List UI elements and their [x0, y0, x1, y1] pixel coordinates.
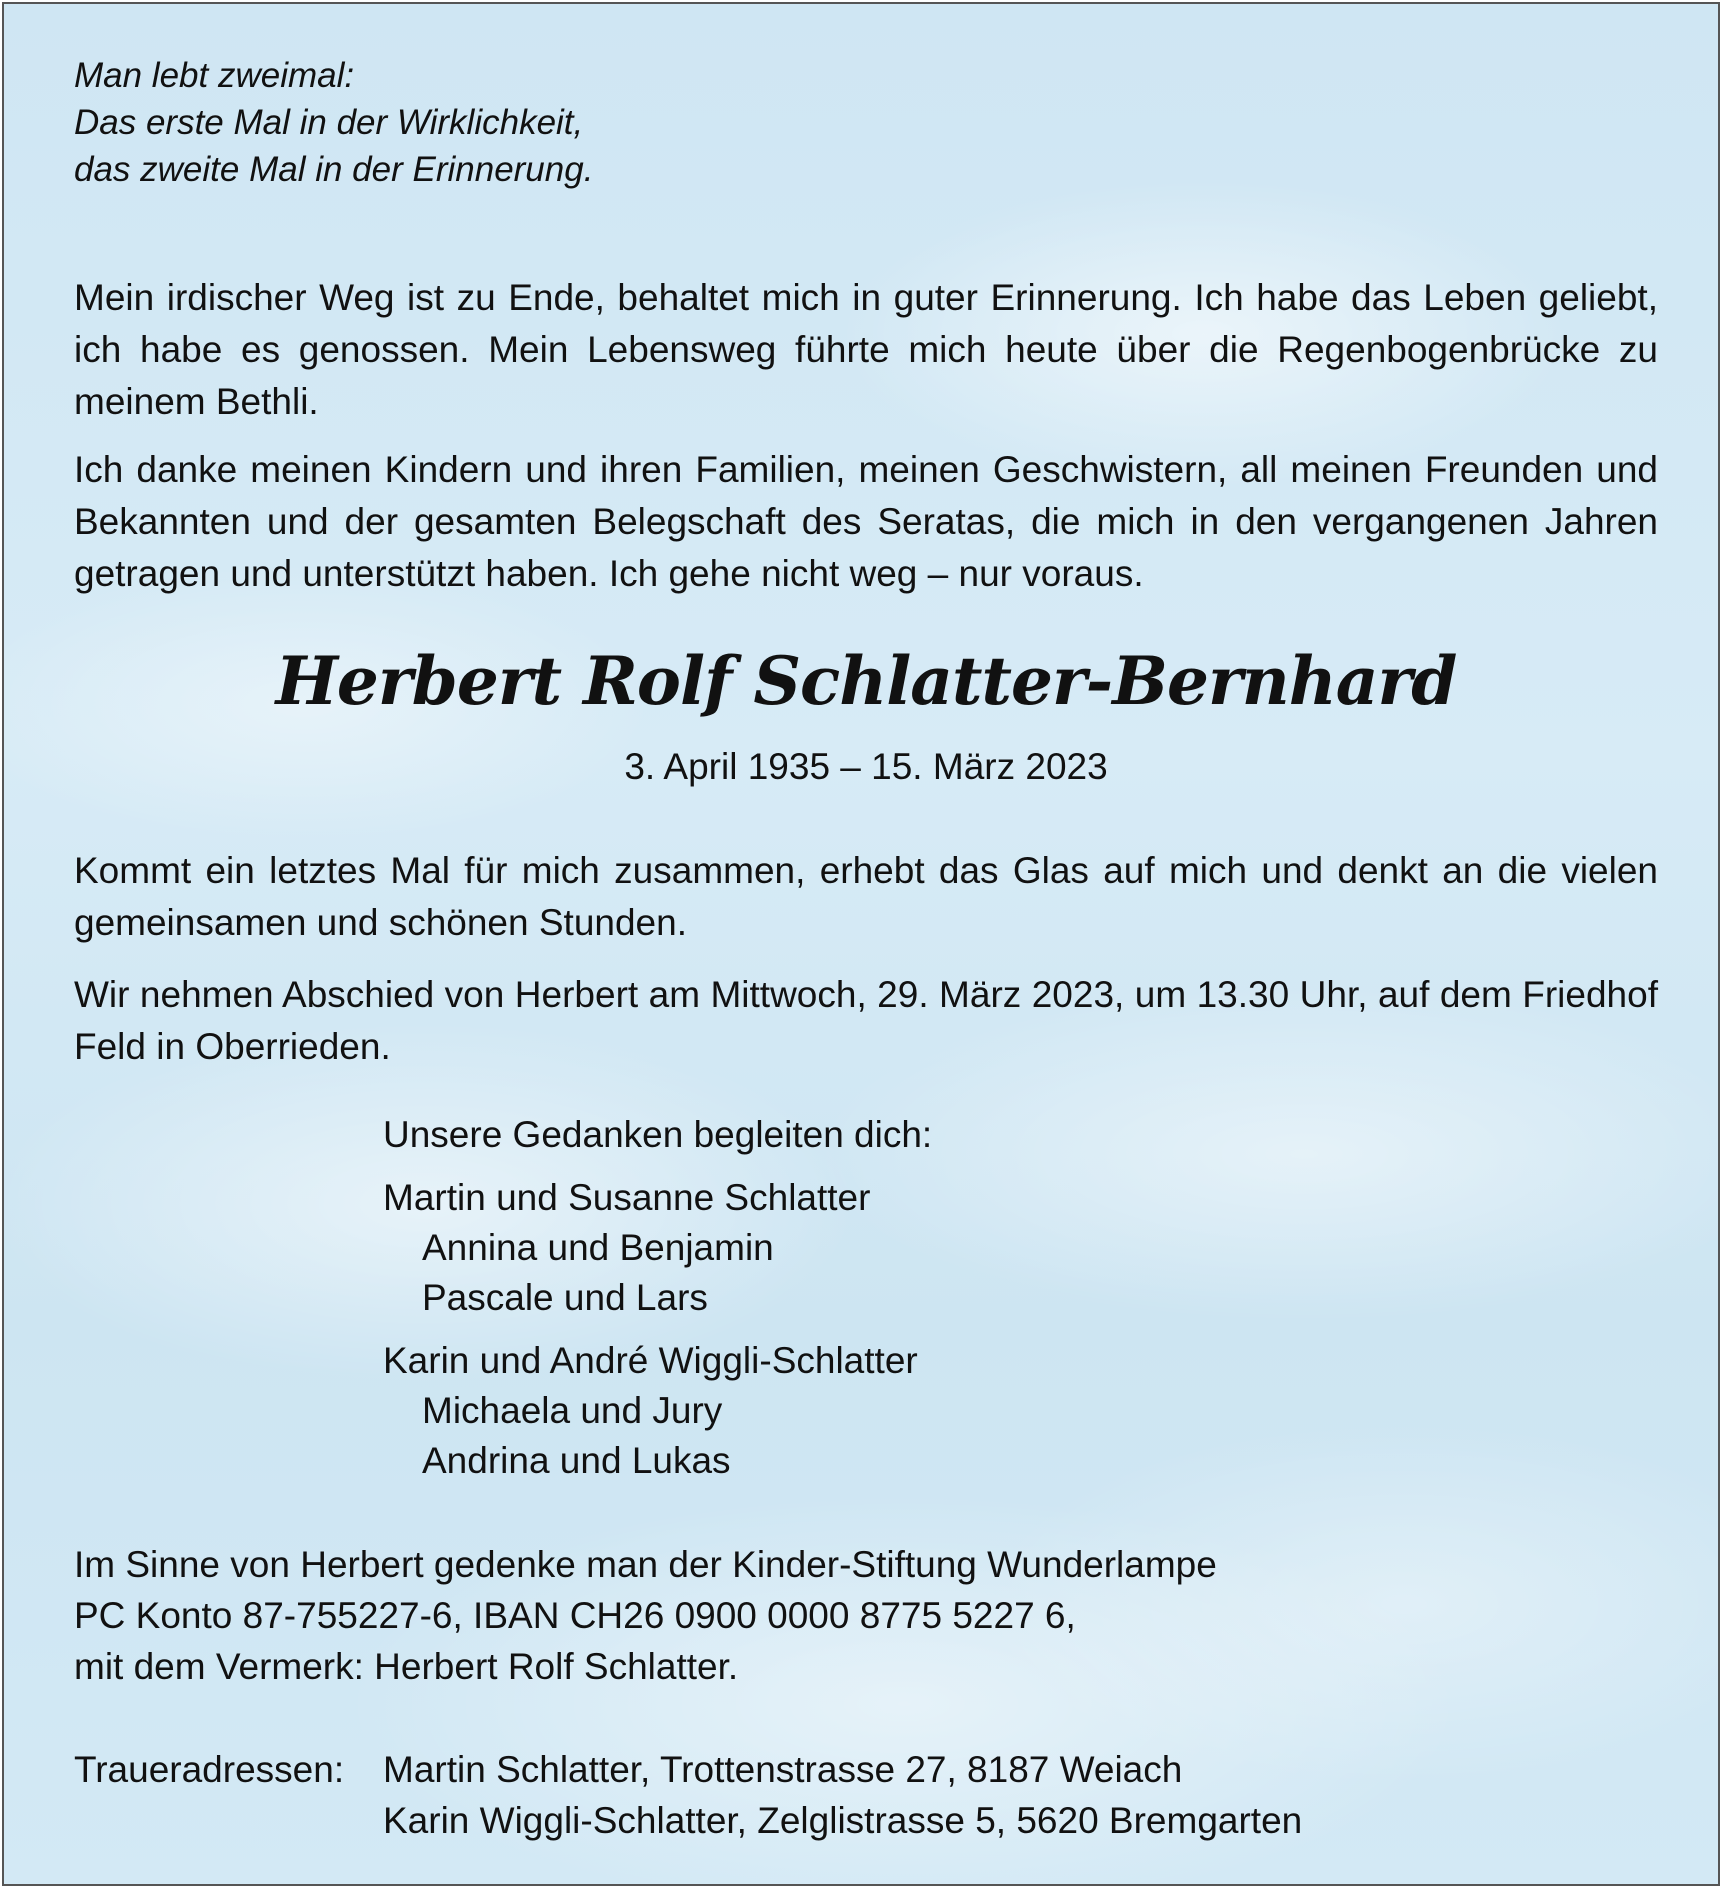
family-head: Karin und André Wiggli-Schlatter: [383, 1340, 918, 1381]
address-line: Karin Wiggli-Schlatter, Zelglistrasse 5, 5620 Bremgarten: [383, 1800, 1303, 1841]
family-member: Pascale und Lars: [422, 1277, 708, 1318]
donation-line: mit dem Vermerk: Herbert Rolf Schlatter.: [74, 1646, 739, 1687]
life-dates: 3. April 1935 – 15. März 2023: [624, 746, 1108, 787]
thanks-paragraph: Ich danke meinen Kindern und ihren Familien, meinen Geschwistern, all meinen Freunden und Bekannten und der gesamten Belegschaft des Seratas, die mich in den vergangenen Jahren getragen und unterstützt haben. Ich gehe nicht weg – nur voraus.: [74, 449, 1658, 594]
quote-line: Man lebt zweimal:: [74, 56, 355, 95]
family-head: Martin und Susanne Schlatter: [383, 1177, 871, 1218]
quote-line: Das erste Mal in der Wirklichkeit,: [74, 103, 584, 142]
farewell-paragraph: Mein irdischer Weg ist zu Ende, behaltet mich in guter Erinnerung. Ich habe das Leben geliebt, ich habe es genossen. Mein Lebensweg führte mich heute über die Regenbogenbrücke zu meinem Bethli.: [74, 277, 1658, 422]
epigraph-quote: [74, 52, 593, 193]
mourning-addresses: [74, 1744, 1302, 1846]
address-line: Martin Schlatter, Trottenstrasse 27, 8187 Weiach: [383, 1749, 1183, 1790]
family-member: Annina und Benjamin: [422, 1227, 774, 1268]
family-member: Andrina und Lukas: [422, 1440, 731, 1481]
mourners-list: [383, 1110, 932, 1486]
addresses-label: Traueradressen:: [74, 1749, 345, 1790]
donation-line: Im Sinne von Herbert gedenke man der Kinder-Stiftung Wunderlampe: [74, 1544, 1217, 1585]
obituary-card: [2, 2, 1720, 1886]
donation-line: PC Konto 87-755227-6, IBAN CH26 0900 0000 8775 5227 6,: [74, 1595, 1076, 1636]
gathering-paragraph: Kommt ein letztes Mal für mich zusammen, erhebt das Glas auf mich und denkt an die vielen gemeinsamen und schönen Stunden.: [74, 850, 1658, 943]
family-member: Michaela und Jury: [422, 1390, 723, 1431]
quote-line: das zweite Mal in der Erinnerung.: [74, 150, 594, 189]
funeral-paragraph: Wir nehmen Abschied von Herbert am Mittwoch, 29. März 2023, um 13.30 Uhr, auf dem Friedhof Feld in Oberrieden.: [74, 974, 1658, 1067]
mourners-intro: Unsere Gedanken begleiten dich:: [383, 1114, 933, 1155]
donation-note: [74, 1539, 1658, 1692]
deceased-name: Herbert Rolf Schlatter-Bernhard: [275, 642, 1457, 720]
